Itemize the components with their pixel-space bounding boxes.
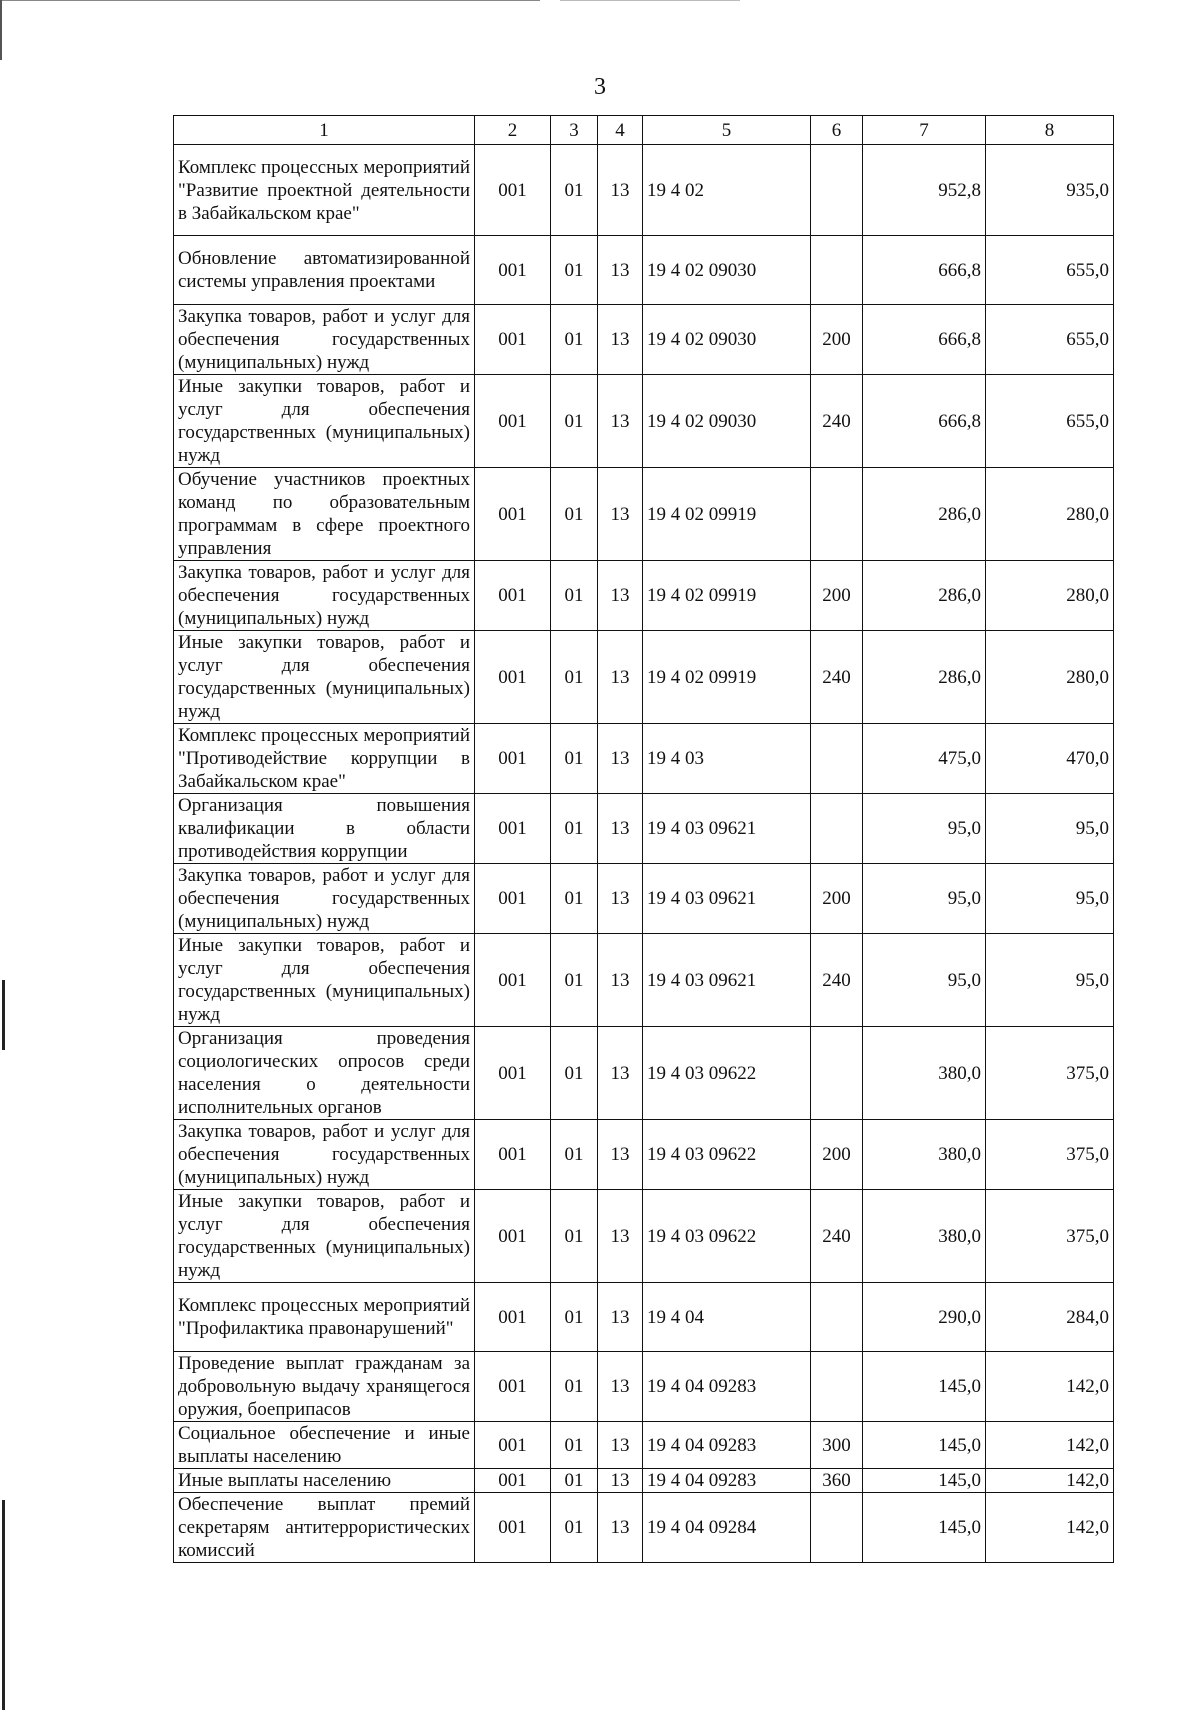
cell-amount-1: 666,8	[863, 375, 986, 468]
cell-admin-code: 001	[475, 1120, 551, 1190]
cell-amount-2: 375,0	[986, 1190, 1114, 1283]
table-row	[174, 1493, 1114, 1563]
cell-admin-code: 001	[475, 794, 551, 864]
scan-artifact	[2, 980, 5, 1050]
column-header: 1	[174, 116, 475, 145]
cell-target-code: 19 4 02	[643, 145, 811, 236]
cell-amount-1: 145,0	[863, 1493, 986, 1563]
cell-subsection: 13	[598, 724, 643, 794]
table-row	[174, 724, 1114, 794]
cell-subsection: 13	[598, 145, 643, 236]
cell-amount-1: 290,0	[863, 1283, 986, 1352]
cell-admin-code: 001	[475, 305, 551, 375]
cell-subsection: 13	[598, 1190, 643, 1283]
table-row	[174, 468, 1114, 561]
table-row	[174, 864, 1114, 934]
cell-section: 01	[551, 145, 598, 236]
cell-admin-code: 001	[475, 631, 551, 724]
cell-target-code: 19 4 04 09283	[643, 1469, 811, 1493]
cell-amount-1: 145,0	[863, 1422, 986, 1469]
cell-amount-2: 95,0	[986, 864, 1114, 934]
cell-admin-code: 001	[475, 145, 551, 236]
cell-amount-1: 286,0	[863, 468, 986, 561]
cell-subsection: 13	[598, 864, 643, 934]
cell-subsection: 13	[598, 631, 643, 724]
cell-admin-code: 001	[475, 934, 551, 1027]
cell-name: Организация проведения социологических опросов среди населения о деятельности исполнительных органов	[174, 1027, 475, 1120]
cell-amount-1: 666,8	[863, 305, 986, 375]
cell-target-code: 19 4 02 09919	[643, 631, 811, 724]
column-header: 2	[475, 116, 551, 145]
scan-artifact	[560, 0, 740, 1]
cell-target-code: 19 4 02 09030	[643, 236, 811, 305]
cell-subsection: 13	[598, 1469, 643, 1493]
table-row	[174, 1422, 1114, 1469]
cell-subsection: 13	[598, 305, 643, 375]
cell-amount-1: 145,0	[863, 1352, 986, 1422]
cell-expense-type	[811, 1352, 863, 1422]
table-row	[174, 375, 1114, 468]
cell-admin-code: 001	[475, 1027, 551, 1120]
cell-admin-code: 001	[475, 724, 551, 794]
cell-expense-type	[811, 1493, 863, 1563]
cell-section: 01	[551, 1352, 598, 1422]
cell-admin-code: 001	[475, 1352, 551, 1422]
cell-amount-1: 95,0	[863, 864, 986, 934]
cell-subsection: 13	[598, 1283, 643, 1352]
cell-amount-1: 380,0	[863, 1190, 986, 1283]
cell-section: 01	[551, 375, 598, 468]
cell-expense-type	[811, 1283, 863, 1352]
cell-admin-code: 001	[475, 1190, 551, 1283]
cell-target-code: 19 4 02 09030	[643, 375, 811, 468]
cell-subsection: 13	[598, 1352, 643, 1422]
cell-amount-1: 286,0	[863, 561, 986, 631]
cell-target-code: 19 4 03 09621	[643, 794, 811, 864]
cell-section: 01	[551, 1469, 598, 1493]
cell-expense-type: 200	[811, 864, 863, 934]
table-row	[174, 1120, 1114, 1190]
scan-artifact	[2, 1500, 5, 1710]
cell-section: 01	[551, 794, 598, 864]
cell-amount-2: 142,0	[986, 1352, 1114, 1422]
cell-amount-1: 95,0	[863, 934, 986, 1027]
cell-expense-type	[811, 724, 863, 794]
cell-subsection: 13	[598, 1027, 643, 1120]
cell-expense-type	[811, 236, 863, 305]
cell-section: 01	[551, 864, 598, 934]
cell-name: Иные закупки товаров, работ и услуг для обеспечения государственных (муниципальных) нужд	[174, 631, 475, 724]
cell-amount-1: 380,0	[863, 1027, 986, 1120]
cell-expense-type: 240	[811, 375, 863, 468]
cell-expense-type: 200	[811, 305, 863, 375]
cell-target-code: 19 4 02 09919	[643, 468, 811, 561]
cell-amount-2: 95,0	[986, 794, 1114, 864]
cell-admin-code: 001	[475, 468, 551, 561]
page-number: 3	[594, 74, 606, 100]
cell-amount-1: 666,8	[863, 236, 986, 305]
cell-amount-2: 935,0	[986, 145, 1114, 236]
cell-amount-2: 375,0	[986, 1120, 1114, 1190]
cell-target-code: 19 4 03 09621	[643, 864, 811, 934]
cell-section: 01	[551, 724, 598, 794]
cell-subsection: 13	[598, 375, 643, 468]
cell-expense-type: 200	[811, 1120, 863, 1190]
cell-target-code: 19 4 02 09919	[643, 561, 811, 631]
cell-section: 01	[551, 1190, 598, 1283]
cell-name: Иные закупки товаров, работ и услуг для обеспечения государственных (муниципальных) нужд	[174, 934, 475, 1027]
cell-target-code: 19 4 02 09030	[643, 305, 811, 375]
cell-target-code: 19 4 03	[643, 724, 811, 794]
cell-name: Иные закупки товаров, работ и услуг для обеспечения государственных (муниципальных) нужд	[174, 1190, 475, 1283]
cell-section: 01	[551, 468, 598, 561]
column-header: 3	[551, 116, 598, 145]
cell-subsection: 13	[598, 561, 643, 631]
cell-admin-code: 001	[475, 561, 551, 631]
scan-artifact	[0, 0, 2, 60]
cell-name: Комплекс процессных мероприятий "Профилактика правонарушений"	[174, 1283, 475, 1352]
cell-amount-2: 280,0	[986, 468, 1114, 561]
table-row	[174, 305, 1114, 375]
cell-expense-type	[811, 794, 863, 864]
cell-subsection: 13	[598, 1120, 643, 1190]
cell-admin-code: 001	[475, 375, 551, 468]
cell-name: Комплекс процессных мероприятий "Развитие проектной деятельности в Забайкальском крае"	[174, 145, 475, 236]
table-row	[174, 145, 1114, 236]
cell-amount-2: 655,0	[986, 375, 1114, 468]
cell-section: 01	[551, 1120, 598, 1190]
table-row	[174, 561, 1114, 631]
cell-section: 01	[551, 1027, 598, 1120]
cell-target-code: 19 4 03 09622	[643, 1120, 811, 1190]
cell-target-code: 19 4 03 09622	[643, 1027, 811, 1120]
cell-amount-2: 284,0	[986, 1283, 1114, 1352]
scan-artifact	[0, 0, 540, 1]
cell-section: 01	[551, 305, 598, 375]
cell-target-code: 19 4 04	[643, 1283, 811, 1352]
cell-name: Обеспечение выплат премий секретарям антитеррористических комиссий	[174, 1493, 475, 1563]
cell-expense-type	[811, 1027, 863, 1120]
cell-section: 01	[551, 1283, 598, 1352]
cell-name: Организация повышения квалификации в области противодействия коррупции	[174, 794, 475, 864]
cell-amount-1: 475,0	[863, 724, 986, 794]
cell-section: 01	[551, 1422, 598, 1469]
cell-amount-2: 375,0	[986, 1027, 1114, 1120]
cell-name: Комплекс процессных мероприятий "Противодействие коррупции в Забайкальском крае"	[174, 724, 475, 794]
cell-name: Обновление автоматизированной системы управления проектами	[174, 236, 475, 305]
table-row	[174, 1190, 1114, 1283]
cell-subsection: 13	[598, 794, 643, 864]
column-header: 7	[863, 116, 986, 145]
cell-expense-type: 240	[811, 1190, 863, 1283]
table-row	[174, 631, 1114, 724]
cell-section: 01	[551, 1493, 598, 1563]
cell-admin-code: 001	[475, 1493, 551, 1563]
cell-name: Иные закупки товаров, работ и услуг для обеспечения государственных (муниципальных) нужд	[174, 375, 475, 468]
cell-amount-1: 286,0	[863, 631, 986, 724]
cell-amount-2: 280,0	[986, 561, 1114, 631]
cell-name: Социальное обеспечение и иные выплаты населению	[174, 1422, 475, 1469]
column-header: 4	[598, 116, 643, 145]
table-row	[174, 236, 1114, 305]
cell-name: Закупка товаров, работ и услуг для обеспечения государственных (муниципальных) нужд	[174, 561, 475, 631]
cell-name: Закупка товаров, работ и услуг для обеспечения государственных (муниципальных) нужд	[174, 305, 475, 375]
cell-amount-2: 655,0	[986, 236, 1114, 305]
cell-name: Иные выплаты населению	[174, 1469, 475, 1493]
cell-name: Проведение выплат гражданам за добровольную выдачу хранящегося оружия, боеприпасов	[174, 1352, 475, 1422]
cell-section: 01	[551, 236, 598, 305]
table-row	[174, 1469, 1114, 1493]
cell-amount-1: 952,8	[863, 145, 986, 236]
cell-amount-2: 95,0	[986, 934, 1114, 1027]
cell-subsection: 13	[598, 468, 643, 561]
cell-name: Закупка товаров, работ и услуг для обеспечения государственных (муниципальных) нужд	[174, 864, 475, 934]
cell-name: Обучение участников проектных команд по образовательным программам в сфере проектного управления	[174, 468, 475, 561]
cell-subsection: 13	[598, 236, 643, 305]
cell-expense-type: 200	[811, 561, 863, 631]
cell-section: 01	[551, 631, 598, 724]
cell-amount-2: 655,0	[986, 305, 1114, 375]
table-row	[174, 1283, 1114, 1352]
cell-expense-type: 360	[811, 1469, 863, 1493]
table-row	[174, 934, 1114, 1027]
header-row	[174, 116, 1114, 145]
cell-expense-type: 240	[811, 934, 863, 1027]
cell-amount-1: 145,0	[863, 1469, 986, 1493]
cell-section: 01	[551, 561, 598, 631]
cell-amount-1: 380,0	[863, 1120, 986, 1190]
table-row	[174, 1027, 1114, 1120]
cell-expense-type	[811, 468, 863, 561]
cell-subsection: 13	[598, 1422, 643, 1469]
cell-amount-2: 142,0	[986, 1422, 1114, 1469]
table-body	[174, 145, 1114, 1563]
cell-amount-1: 95,0	[863, 794, 986, 864]
cell-amount-2: 470,0	[986, 724, 1114, 794]
table-row	[174, 1352, 1114, 1422]
cell-admin-code: 001	[475, 236, 551, 305]
cell-amount-2: 142,0	[986, 1469, 1114, 1493]
cell-subsection: 13	[598, 934, 643, 1027]
cell-name: Закупка товаров, работ и услуг для обеспечения государственных (муниципальных) нужд	[174, 1120, 475, 1190]
cell-target-code: 19 4 03 09621	[643, 934, 811, 1027]
cell-expense-type	[811, 145, 863, 236]
cell-subsection: 13	[598, 1493, 643, 1563]
cell-section: 01	[551, 934, 598, 1027]
column-header: 6	[811, 116, 863, 145]
cell-admin-code: 001	[475, 1283, 551, 1352]
column-header: 8	[986, 116, 1114, 145]
table-row	[174, 794, 1114, 864]
budget-table	[173, 115, 1114, 1563]
cell-target-code: 19 4 04 09283	[643, 1352, 811, 1422]
cell-amount-2: 280,0	[986, 631, 1114, 724]
cell-admin-code: 001	[475, 1469, 551, 1493]
cell-expense-type: 240	[811, 631, 863, 724]
cell-amount-2: 142,0	[986, 1493, 1114, 1563]
cell-admin-code: 001	[475, 1422, 551, 1469]
cell-admin-code: 001	[475, 864, 551, 934]
cell-expense-type: 300	[811, 1422, 863, 1469]
cell-target-code: 19 4 03 09622	[643, 1190, 811, 1283]
column-header: 5	[643, 116, 811, 145]
cell-target-code: 19 4 04 09284	[643, 1493, 811, 1563]
cell-target-code: 19 4 04 09283	[643, 1422, 811, 1469]
